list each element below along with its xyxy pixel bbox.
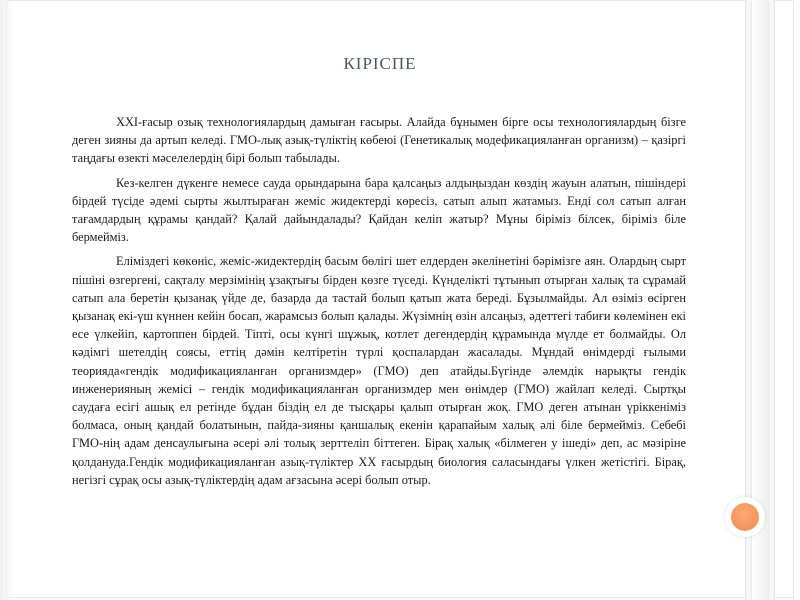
orange-circle-icon [731, 503, 759, 531]
slide-body [72, 113, 686, 495]
decorative-circle-ornament [725, 497, 765, 537]
paragraph-3: Еліміздегі көкөніс, жеміс-жидектердің басым бөлігі шет елдерден әкелінетіні бәрімізге аян. Олардың сырт пішіні өзгергені, сақталу мерзімінің ұзақтығы бірден көзге түседі. Күнделікті тұтынып отырған халық та сұрамай сатып ала беретін қызанақ үйде де, базарда да тастай болып қатып жата береді. Бұзылмайды. Ал өзіміз өсірген қызанақ екі-үш күннен кейін босап, жарамсыз болып қалады. Жүзімнің өзін алсаңыз, әдеттегі табиғи көлемінен екі есе үлкейіп, картоппен бірдей. Тіпті, осы күнгі шұжық, котлет дегендердің құрамында мүлде ет болмайды. Ол кәдімгі шетелдің соясы, еттің дәмін келтіретін түрлі қоспалардан жасалады. Мұндай өнімдерді ғылыми теорияда«гендік модификацияланған организмдер» (ГМО) деп атайды.Бүгінде әлемдік нарықты гендік инженерияның жемісі – гендік модификацияланған организмдер мен өнімдер (ГМО) жайлап келеді. Сыртқы саудаға есігі ашық ел ретінде бұдан біздің ел де тысқары қалып отырған жоқ. ГМО деген атынан үріккеніміз болмаса, оның қандай болатынын, пайда-зияны қаншалық екенін қарапайым халық әлі біле бермейміз. Себебі ГМО-нің адам денсаулығына әсері әлі толық зерттеліп біттеген. Бірақ халық «білмеген у ішеді» деп, ас мәзіріне қолдануда.Гендік модификацияланған азық-түліктер XX ғасырдың биология саласындағы үлкен жетістігі. Бірақ, негізгі сұрақ осы азық-түліктердің адам ағзасына әсері болып отыр. [72, 254, 686, 487]
paragraph-2: Кез-келген дүкенге немесе сауда орындарына бара қалсаңыз алдыңыздан көздің жауын алатын, пішіндері бірдей түсіде әдемі сырты жылтыраған жеміс жидектерді көресіз, сатып алып жатамыз. Енді сол сатып алған тағамдардың құрамы қандай? Қалай дайындалады? Қайдан келіп жатыр? Мұны біріміз білсек, біріміз біле бермейміз. [72, 175, 686, 245]
frame-shadow [0, 0, 14, 600]
slide-title: КІРІСПЕ [343, 54, 417, 73]
paragraph-1: XXI-ғасыр озық технологиялардың дамыған ғасыры. Алайда бұнымен бірге осы технологиялардың бізге деген зияны да артып келеді. ГМО-лық азық-түліктің көбеюі (Генетикалық модефикацияланған организм) – қазіргі таңдағы өзекті мәселелердің бірі болып табылады. [72, 115, 686, 166]
